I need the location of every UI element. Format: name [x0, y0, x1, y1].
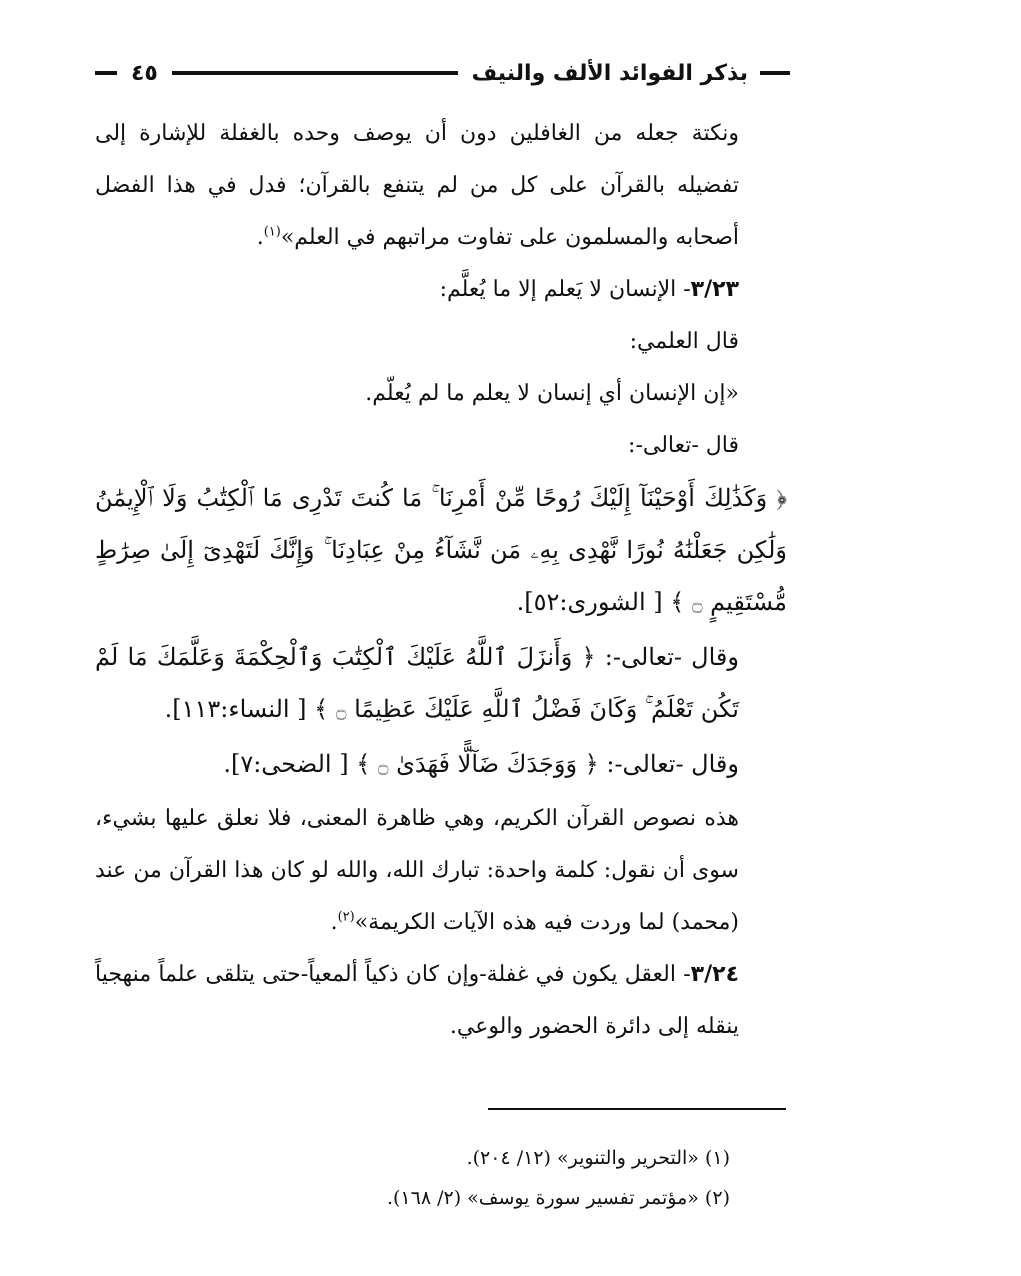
footnote-2: (٢) «مؤتمر تفسير سورة يوسف» (٢/ ١٦٨).	[386, 1187, 730, 1209]
section-heading-3-24	[95, 949, 787, 1053]
verse-nisa-ref: ﴾ [ النساء:١١٣].	[164, 695, 329, 723]
verse-end-ornament: ۝	[377, 756, 389, 777]
paragraph-commentary	[95, 793, 787, 949]
paragraph-commentary-text: هذه نصوص القرآن الكريم، وهي ظاهرة المعنى، فلا نعلق عليها بشيء، سوى أن نقول: كلمة واحدة: تبارك الله، والله لو كان هذا القرآن من عند (محمد) لما وردت فيه هذه الآيات الكريمة»	[95, 806, 739, 935]
verse-nisa-intro: وقال -تعالى-:	[595, 643, 739, 671]
section-heading-3-23	[95, 264, 787, 316]
section-title: - الإنسان لا يَعلم إلا ما يُعلَّم:	[439, 277, 691, 302]
qal-taala: قال -تعالى-:	[628, 433, 739, 458]
paragraph-commentary-end: .	[330, 910, 338, 935]
paragraph-intro	[95, 108, 787, 264]
page-body	[95, 108, 787, 1053]
paragraph-intro-end: .	[256, 225, 264, 250]
header-title: بذكر الفوائد الألف والنيف	[471, 60, 748, 86]
quote-line: «إن الإنسان أي إنسان لا يعلم ما لم يُعلّم.	[365, 381, 739, 406]
verse-duha	[95, 738, 787, 793]
verse-end-ornament: ۝	[335, 701, 347, 722]
footnote-separator	[488, 1108, 786, 1110]
verse-shura-ref: ﴾ [ الشورى:٥٢].	[516, 588, 685, 616]
page-number: ٤٥	[131, 60, 158, 86]
footnote-1: (١) «التحرير والتنوير» (١٢/ ٢٠٤).	[466, 1147, 730, 1169]
verse-duha-intro: وقال -تعالى-:	[598, 750, 739, 778]
verse-shura-text: ﴿ وَكَذَٰلِكَ أَوْحَيْنَآ إِلَيْكَ رُوحًا مِّنْ أَمْرِنَا ۚ مَا كُنتَ تَدْرِى مَا ٱلْكِتَٰبُ وَلَا ٱلْإِيمَٰنُ وَلَٰكِن جَعَلْنَٰهُ نُورًا نَّهْدِى بِهِۦ مَن نَّشَآءُ مِنْ عِبَادِنَا ۚ وَإِنَّكَ لَتَهْدِىٓ إِلَىٰ صِرَٰطٍ مُّسْتَقِيمٍ	[95, 484, 787, 616]
section-text: - العقل يكون في غفلة-وإن كان ذكياً ألمعياً-حتى يتلقى علماً منهجياً ينقله إلى دائرة الحضور والوعي.	[95, 962, 739, 1039]
footnote-ref-2: (٢)	[337, 909, 355, 925]
section-number: ٣/٢٣	[690, 277, 739, 302]
verse-nisa	[95, 631, 787, 738]
verse-duha-ref: ﴾ [ الضحى:٧].	[223, 750, 371, 778]
footnotes	[300, 1138, 730, 1218]
footnote-ref-1: (١)	[263, 224, 281, 240]
running-header	[95, 52, 790, 94]
verse-end-ornament: ۝	[691, 594, 703, 615]
section-number: ٣/٢٤	[690, 962, 739, 987]
header-dash-left	[95, 71, 117, 75]
verse-duha-text: ﴿ وَوَجَدَكَ ضَآلًّا فَهَدَىٰ	[396, 750, 599, 778]
verse-shura	[95, 472, 787, 631]
paragraph-intro-text: ونكتة جعله من الغافلين دون أن يوصف وحده بالغفلة للإشارة إلى تفضيله بالقرآن على كل من لم يتنفع بالقرآن؛ فدل في هذا الفضل أصحابه والمسلمون على تفاوت مراتبهم في العلم»	[95, 121, 739, 250]
verse-nisa-text: ﴿ وَأَنزَلَ ٱللَّهُ عَلَيْكَ ٱلْكِتَٰبَ وَٱلْحِكْمَةَ وَعَلَّمَكَ مَا لَمْ تَكُن تَعْلَمُ ۚ وَكَانَ فَضْلُ ٱللَّهِ عَلَيْكَ عَظِيمًا	[95, 643, 739, 723]
header-rule	[172, 71, 458, 75]
header-dash-right	[760, 71, 790, 75]
qal-alalami: قال العلمي:	[629, 329, 739, 354]
